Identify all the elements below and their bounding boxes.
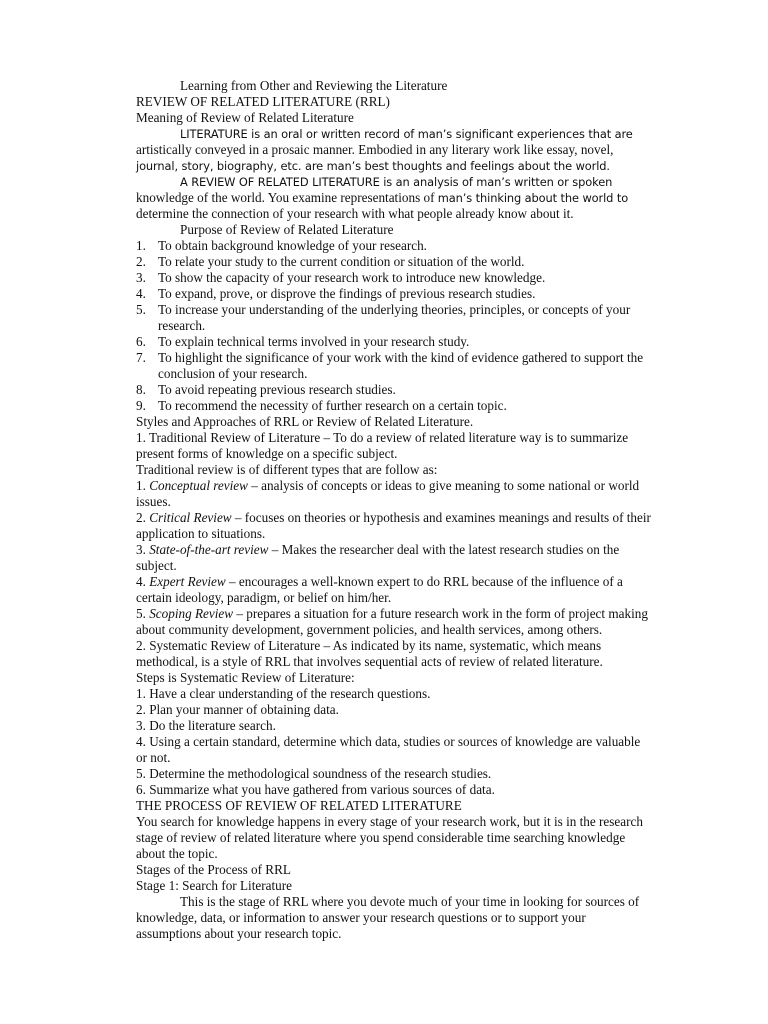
purpose-item [136,254,680,270]
purpose-item-number: 6. [136,334,146,349]
purpose-item-number: 2. [136,254,146,269]
traditional-type-item [136,606,680,622]
purpose-item-number: 3. [136,270,146,285]
heading-purpose: Purpose of Review of Related Literature [180,222,394,237]
purpose-item [136,382,680,398]
literature-def-text: is an oral or written record of man’s significant experiences that are [247,127,633,141]
systematic-line-1: 2. Systematic Review of Literature – As indicated by its name, systematic, which means [136,638,602,653]
purpose-item [136,334,680,350]
purpose-item-text: To show the capacity of your research work to introduce new knowledge. [158,270,546,285]
traditional-type-term: State-of-the-art review [149,542,269,557]
traditional-type-term: Scoping Review [149,606,234,621]
process-paragraph [136,814,680,862]
purpose-item [136,270,680,286]
traditional-type-description: – encourages a well-known expert to do RRL because of the influence of a [225,574,623,589]
heading-styles: Styles and Approaches of RRL or Review of Related Literature. [136,414,474,429]
purpose-list [136,238,680,414]
traditional-type-term: Expert Review [149,574,226,589]
rrl-def-line-2 [136,190,680,206]
purpose-item-text: To obtain background knowledge of your research. [158,238,427,253]
purpose-item [136,302,680,318]
purpose-item [136,238,680,254]
traditional-type-term: Conceptual review [149,478,248,493]
purpose-item-text: To avoid repeating previous research studies. [158,382,396,397]
purpose-item-number: 5. [136,302,146,317]
heading-stage-1: Stage 1: Search for Literature [136,878,292,893]
purpose-item-number: 1. [136,238,146,253]
traditional-type-continuation: subject. [136,558,177,573]
purpose-item-number: 9. [136,398,146,413]
traditional-type-number: 1. [136,478,150,493]
literature-def-line-1 [136,126,680,142]
heading-process: THE PROCESS OF REVIEW OF RELATED LITERATURE [136,798,462,813]
traditional-type-continuation: issues. [136,494,171,509]
title-rrl: REVIEW OF RELATED LITERATURE (RRL) [136,94,390,109]
literature-def-line-2: artistically conveyed in a prosaic manner. Embodied in any literary work like essay, novel, [136,142,614,157]
traditional-type-description: – analysis of concepts or ideas to give meaning to some national or world [247,478,640,493]
rrl-def-line-1: A REVIEW OF RELATED LITERATURE is an analysis of man’s written or spoken [180,175,613,189]
purpose-item-text: To highlight the significance of your work with the kind of evidence gathered to support the [158,350,644,365]
rrl-def-line-3: determine the connection of your research with what people already know about it. [136,206,574,221]
literature-term: LITERATURE [180,127,248,141]
purpose-item-number: 7. [136,350,146,365]
purpose-item-continuation: research. [158,318,206,333]
systematic-step: 5. Determine the methodological soundness of the research studies. [136,766,492,781]
process-paragraph-line: about the topic. [136,846,218,861]
heading-stages: Stages of the Process of RRL [136,862,291,877]
purpose-item-text: To explain technical terms involved in your research study. [158,334,470,349]
traditional-type-item [136,478,680,494]
systematic-step: 6. Summarize what you have gathered from various sources of data. [136,782,495,797]
traditional-type-description: – prepares a situation for a future research work in the form of project making [233,606,648,621]
traditional-type-term: Critical Review [149,510,232,525]
purpose-item-number: 8. [136,382,146,397]
traditional-line-1: 1. Traditional Review of Literature – To do a review of related literature way is to summarize [136,430,629,445]
purpose-item-text: To relate your study to the current condition or situation of the world. [158,254,525,269]
purpose-item-continuation: conclusion of your research. [158,366,308,381]
traditional-type-description: – Makes the researcher deal with the latest research studies on the [268,542,620,557]
stage-1-paragraph-line: This is the stage of RRL where you devote much of your time in looking for sources of [180,894,640,909]
systematic-steps-list [136,686,680,798]
rrl-def-serif-part: knowledge of the world. You examine representations of [136,190,438,205]
heading-meaning: Meaning of Review of Related Literature [136,110,354,125]
literature-def-line-3: journal, story, biography, etc. are man’s best thoughts and feelings about the world. [136,159,610,173]
purpose-item [136,350,680,366]
purpose-item [136,398,680,414]
traditional-type-item [136,574,680,590]
systematic-step: 2. Plan your manner of obtaining data. [136,702,339,717]
systematic-steps-intro: Steps is Systematic Review of Literature: [136,670,355,685]
systematic-line-2: methodical, is a style of RRL that involves sequential acts of review of related literature. [136,654,603,669]
rrl-def-sans-part: man’s thinking about the world to [437,191,629,205]
traditional-type-number: 5. [136,606,150,621]
purpose-item-text: To recommend the necessity of further research on a certain topic. [158,398,507,413]
title-learning: Learning from Other and Reviewing the Literature [180,78,448,93]
traditional-type-number: 4. [136,574,150,589]
document-page [136,78,680,942]
systematic-step: 3. Do the literature search. [136,718,276,733]
process-paragraph-line: stage of review of related literature where you spend considerable time searching knowledge [136,830,626,845]
traditional-type-item [136,510,680,526]
systematic-step: 1. Have a clear understanding of the research questions. [136,686,431,701]
systematic-step-continuation: or not. [136,750,171,765]
traditional-type-continuation: certain ideology, paradigm, or belief on him/her. [136,590,392,605]
traditional-type-item [136,542,680,558]
traditional-type-continuation: about community development, government policies, and health services, among others. [136,622,603,637]
purpose-item-text: To expand, prove, or disprove the findings of previous research studies. [158,286,536,301]
traditional-type-number: 3. [136,542,150,557]
traditional-line-2: present forms of knowledge on a specific subject. [136,446,398,461]
stage-1-paragraph-line: assumptions about your research topic. [136,926,342,941]
traditional-types-list [136,478,680,638]
traditional-types-intro: Traditional review is of different types that are follow as: [136,462,438,477]
systematic-step: 4. Using a certain standard, determine which data, studies or sources of knowledge are valuable [136,734,641,749]
rrl-definition [136,174,680,222]
purpose-item [136,286,680,302]
stage-1-paragraph-line: knowledge, data, or information to answer your research questions or to support your [136,910,586,925]
purpose-item-number: 4. [136,286,146,301]
traditional-type-continuation: application to situations. [136,526,266,541]
process-paragraph-line: You search for knowledge happens in every stage of your research work, but it is in the research [136,814,643,829]
literature-definition [136,126,680,174]
traditional-type-number: 2. [136,510,150,525]
stage-1-paragraph [136,894,680,942]
purpose-item-text: To increase your understanding of the underlying theories, principles, or concepts of your [158,302,631,317]
traditional-type-description: – focuses on theories or hypothesis and examines meanings and results of their [231,510,651,525]
